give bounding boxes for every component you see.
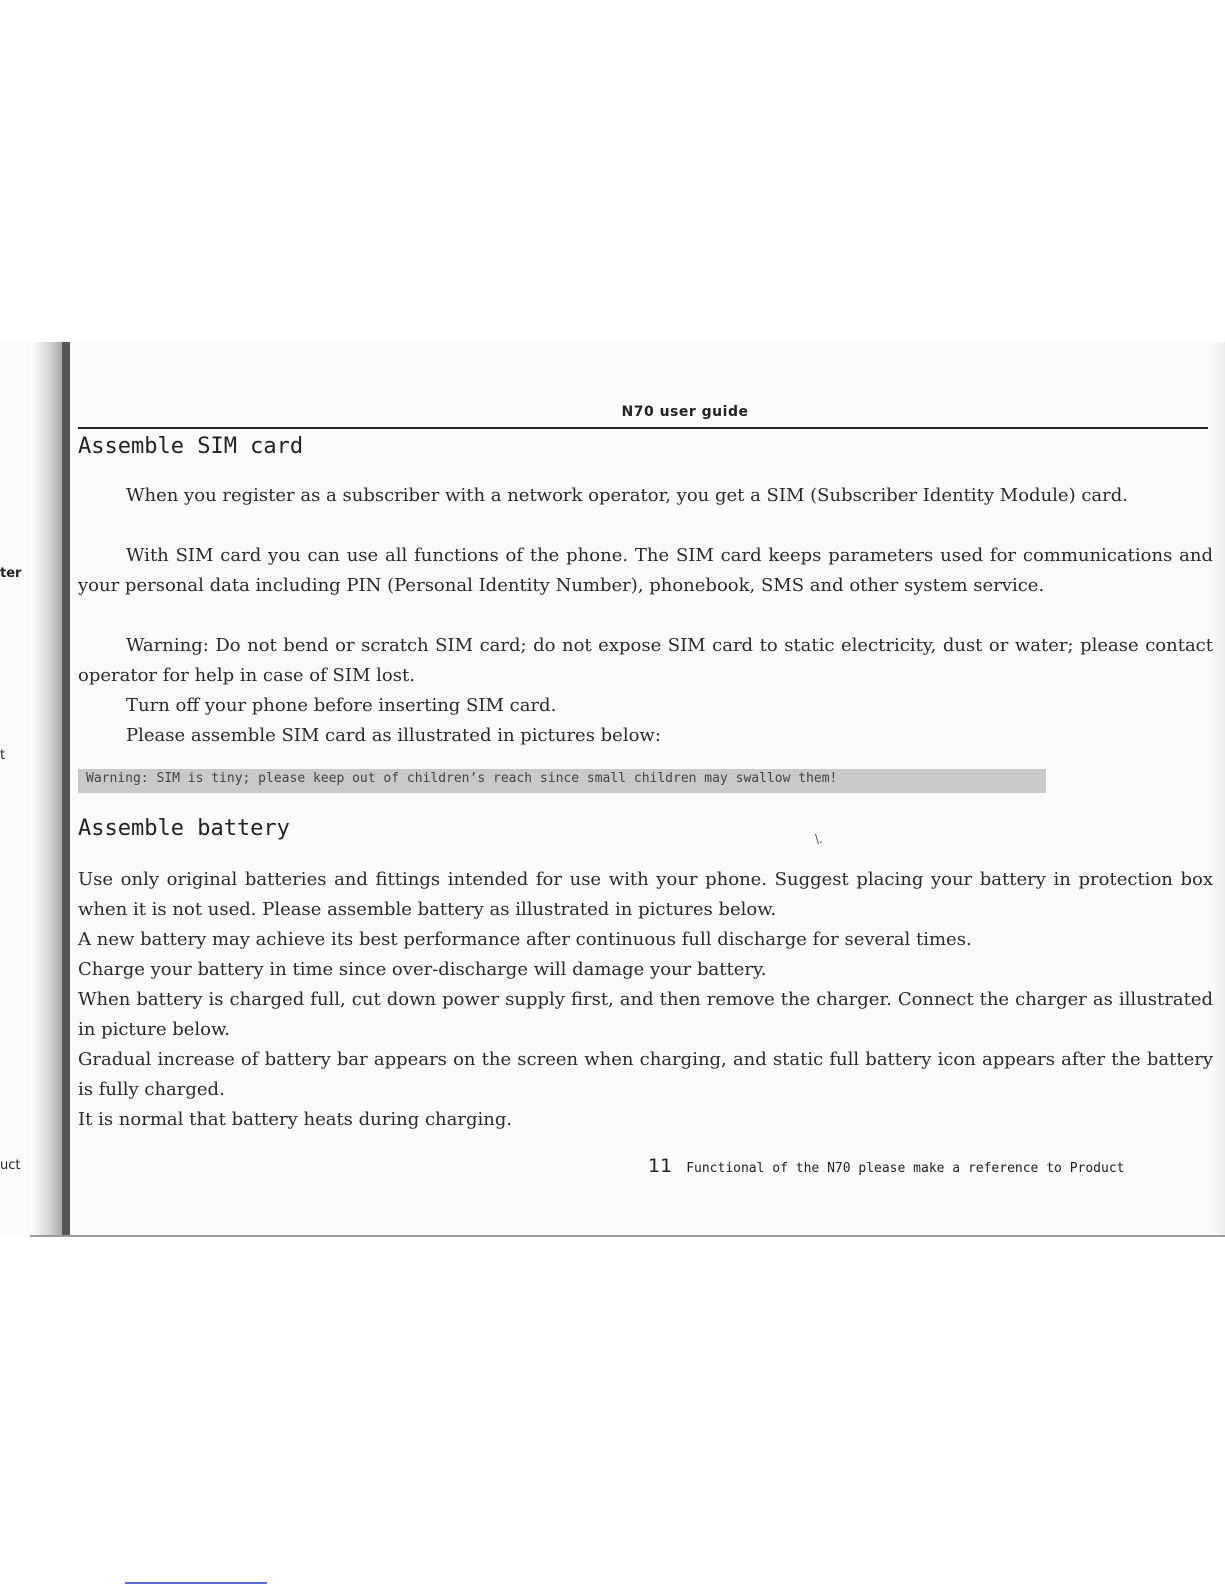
- paragraph: A new battery may achieve its best performance after continuous full discharge for several times.: [78, 929, 972, 950]
- margin-fragment: t: [0, 748, 6, 763]
- margin-fragment: ter: [0, 566, 22, 581]
- paragraph: Please assemble SIM card as illustrated in pictures below:: [126, 725, 661, 746]
- book-spine-edge: [62, 342, 70, 1237]
- paragraph: When you register as a subscriber with a network operator, you get a SIM (Subscriber Identity Module) card.: [126, 485, 1128, 506]
- paragraph: Charge your battery in time since over-discharge will damage your battery.: [78, 959, 767, 980]
- sim-warning: Warning: SIM is tiny; please keep out of children’s reach since small children may swallow them!: [86, 771, 838, 786]
- footer-note: Functional of the N70 please make a reference to Product: [686, 1161, 1125, 1176]
- paragraph: Gradual increase of battery bar appears on the screen when charging, and static full battery icon appears after the battery is fully charged.: [78, 1049, 1213, 1100]
- paragraph: With SIM card you can use all functions of the phone. The SIM card keeps parameters used for communications and your personal data including PIN (Personal Identity Number), phonebook, SMS and other system service.: [78, 545, 1213, 596]
- selection-underline: [125, 1582, 267, 1584]
- paragraph: Warning: Do not bend or scratch SIM card; do not expose SIM card to static electricity, dust or water; please contact operator for help in case of SIM lost.: [78, 635, 1213, 686]
- section-heading-battery: Assemble battery: [78, 816, 290, 841]
- margin-fragment: uct: [0, 1158, 21, 1173]
- paragraph: When battery is charged full, cut down power supply first, and then remove the charger. Connect the charger as illustrated in picture below.: [78, 989, 1213, 1040]
- paragraph: Turn off your phone before inserting SIM card.: [126, 695, 557, 716]
- scan-mark: \.: [815, 832, 823, 846]
- page-footer: [648, 1155, 1124, 1177]
- section-heading-sim: Assemble SIM card: [78, 434, 304, 459]
- paragraph: It is normal that battery heats during charging.: [78, 1109, 513, 1130]
- running-header: N70 user guide: [621, 404, 749, 420]
- page-right-edge: [1211, 342, 1225, 1237]
- page-bottom-edge: [30, 1235, 1225, 1237]
- paragraph: Use only original batteries and fittings intended for use with your phone. Suggest placing your battery in protection box when it is not used. Please assemble battery as illustrated in pictures below.: [78, 869, 1213, 920]
- page-number: 11: [648, 1155, 673, 1177]
- header-rule: [78, 427, 1208, 429]
